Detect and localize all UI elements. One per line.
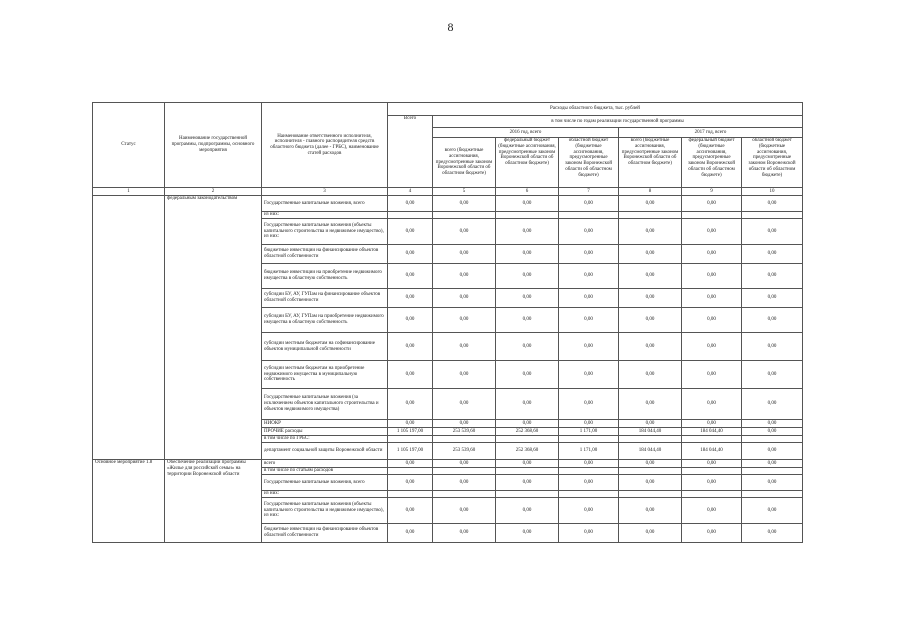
cell-value: 0,00: [742, 219, 803, 245]
cell-value: 0,00: [496, 289, 559, 308]
cell-value: 0,00: [742, 308, 803, 333]
header-col-regional-2017: областной бюджет (бюджетные ассигнования, предусмотренные законом Воронежской области об областном бюджете): [742, 138, 803, 188]
cell-value: 0,00: [682, 389, 742, 420]
cell-value: 0,00: [619, 264, 682, 289]
row-label: в том числе по статьям расходов: [262, 468, 388, 475]
cell-value: 0,00: [742, 361, 803, 389]
cell-value: 0,00: [742, 420, 803, 428]
cell-value: 0,00: [742, 389, 803, 420]
row-label: субсидии БУ, АУ, ГУПам на финансирование объектов областной собственности: [262, 289, 388, 308]
cell-value: 0,00: [559, 333, 619, 361]
cell-value: 0,00: [619, 219, 682, 245]
cell-value: 0,00: [559, 420, 619, 428]
cell-value: 0,00: [559, 475, 619, 491]
cell-value: 0,00: [559, 361, 619, 389]
cell-value: 0,00: [496, 460, 559, 468]
cell-value: 0,00: [433, 460, 496, 468]
cell-value: 0,00: [619, 475, 682, 491]
cell-value: 0,00: [682, 475, 742, 491]
cell-value: 184 044,40: [619, 443, 682, 460]
cell-value: 0,00: [619, 389, 682, 420]
cell-value: 0,00: [433, 264, 496, 289]
cell-value: 184 044,40: [619, 428, 682, 436]
cell-value: 0,00: [433, 219, 496, 245]
row-status: Основное мероприятие 1.8: [93, 460, 165, 543]
cell-value: 0,00: [433, 389, 496, 420]
cell-value: 0,00: [619, 460, 682, 468]
cell-value: 0,00: [682, 196, 742, 212]
cell-value: 0,00: [742, 196, 803, 212]
cell-value: 0,00: [559, 460, 619, 468]
cell-value: 0,00: [388, 389, 433, 420]
cell-value: 0,00: [682, 420, 742, 428]
column-number: 6: [496, 188, 559, 196]
cell-value: 0,00: [496, 524, 559, 543]
cell-value: 252 368,60: [496, 443, 559, 460]
cell-value: 252 368,60: [496, 428, 559, 436]
cell-value: 0,00: [619, 524, 682, 543]
cell-value: 0,00: [433, 361, 496, 389]
cell-value: 0,00: [559, 498, 619, 524]
header-program-name: Наименование государственной программы, подпрограммы, основного мероприятия: [165, 103, 262, 188]
cell-value: 0,00: [682, 264, 742, 289]
row-label: субсидии БУ, АУ, ГУПам на приобретение недвижимого имущества в областную собственность: [262, 308, 388, 333]
column-number: 9: [682, 188, 742, 196]
row-label: Государственные капитальные вложения (объекты капитального строительства и недвижимое имущество), из них:: [262, 219, 388, 245]
page-number: 8: [447, 20, 454, 34]
cell-value: 253 539,60: [433, 443, 496, 460]
header-status: Статус: [93, 103, 165, 188]
row-label: Государственные капитальные вложения, всего: [262, 475, 388, 491]
cell-value: 0,00: [559, 308, 619, 333]
header-col-federal-2016: федеральный бюджет (бюджетные ассигнования, предусмотренные законом Воронежской области об областном бюджете): [496, 138, 559, 188]
cell-value: 0,00: [682, 308, 742, 333]
row-label: субсидии местным бюджетам на софинансирование объектов муниципальной собственности: [262, 333, 388, 361]
row-label: ПРОЧИЕ расходы: [262, 428, 388, 436]
cell-value: 0,00: [388, 475, 433, 491]
cell-value: 0,00: [388, 498, 433, 524]
cell-value: 0,00: [496, 308, 559, 333]
header-by-years: в том числе по годам реализации государственной программы: [433, 116, 803, 128]
cell-value: 0,00: [496, 420, 559, 428]
cell-value: 0,00: [388, 245, 433, 264]
column-number: 2: [165, 188, 262, 196]
row-label: бюджетные инвестиции на финансирование объектов областной собственности: [262, 524, 388, 543]
cell-value: 0,00: [496, 361, 559, 389]
header-col-regional-2016: областной бюджет (бюджетные ассигнования, предусмотренные законом Воронежской области об областном бюджете): [559, 138, 619, 188]
row-label: бюджетные инвестиции на финансирование объектов областной собственности: [262, 245, 388, 264]
cell-value: 0,00: [433, 475, 496, 491]
cell-value: 0,00: [496, 475, 559, 491]
cell-value: 0,00: [619, 289, 682, 308]
header-year-2017: 2017 год, всего: [619, 128, 803, 138]
budget-table: [92, 102, 803, 543]
header-total: Всего: [388, 116, 433, 188]
cell-value: 0,00: [433, 524, 496, 543]
cell-value: 0,00: [682, 245, 742, 264]
cell-value: 0,00: [496, 333, 559, 361]
table-row: [93, 196, 803, 212]
program-label: федеральным законодательством: [165, 196, 262, 460]
column-number: 10: [742, 188, 803, 196]
row-label: Государственные капитальные вложения, всего: [262, 196, 388, 212]
cell-value: 1 171,00: [559, 443, 619, 460]
cell-value: 0,00: [433, 196, 496, 212]
column-number: 1: [93, 188, 165, 196]
cell-value: 0,00: [388, 361, 433, 389]
cell-value: 0,00: [559, 196, 619, 212]
header-col-federal-2017: федеральный бюджет (бюджетные ассигнования, предусмотренные законом Воронежской области об областном бюджете): [682, 138, 742, 188]
column-number: 8: [619, 188, 682, 196]
row-label: в том числе по ГРБС:: [262, 436, 388, 443]
cell-value: 0,00: [559, 289, 619, 308]
column-number: 5: [433, 188, 496, 196]
cell-value: 0,00: [433, 308, 496, 333]
row-label: субсидии местным бюджетам на приобретение недвижимого имущества в муниципальную собственность: [262, 361, 388, 389]
cell-value: 0,00: [619, 196, 682, 212]
cell-value: 0,00: [682, 361, 742, 389]
cell-value: 0,00: [742, 264, 803, 289]
cell-value: 0,00: [682, 460, 742, 468]
cell-value: 0,00: [742, 289, 803, 308]
cell-value: 1 105 197,00: [388, 428, 433, 436]
cell-value: 0,00: [742, 428, 803, 436]
cell-value: 0,00: [388, 264, 433, 289]
cell-value: 0,00: [433, 289, 496, 308]
cell-value: 0,00: [559, 524, 619, 543]
cell-value: 0,00: [742, 443, 803, 460]
cell-value: 0,00: [742, 498, 803, 524]
cell-value: 1 105 197,00: [388, 443, 433, 460]
row-label: всего: [262, 460, 388, 468]
header-expenses-title: Расходы областного бюджета, тыс. рублей: [388, 103, 803, 116]
cell-value: 0,00: [496, 219, 559, 245]
header-year-2016: 2016 год, всего: [433, 128, 619, 138]
column-number: 7: [559, 188, 619, 196]
cell-value: 0,00: [496, 389, 559, 420]
cell-value: 0,00: [433, 420, 496, 428]
cell-value: 0,00: [496, 264, 559, 289]
row-label: из них:: [262, 212, 388, 219]
cell-value: 0,00: [619, 308, 682, 333]
cell-value: 0,00: [682, 219, 742, 245]
table-row: [93, 460, 803, 468]
cell-value: 1 171,00: [559, 428, 619, 436]
column-number: 4: [388, 188, 433, 196]
cell-value: 0,00: [388, 524, 433, 543]
cell-value: 0,00: [559, 389, 619, 420]
cell-value: 0,00: [496, 196, 559, 212]
column-number-row: [93, 188, 803, 196]
row-label: из них:: [262, 491, 388, 498]
cell-value: 0,00: [619, 420, 682, 428]
cell-value: 0,00: [433, 498, 496, 524]
cell-value: 0,00: [682, 333, 742, 361]
column-number: 3: [262, 188, 388, 196]
cell-value: 0,00: [388, 308, 433, 333]
cell-value: 0,00: [388, 460, 433, 468]
cell-value: 184 044,40: [682, 443, 742, 460]
cell-value: 0,00: [388, 219, 433, 245]
cell-value: 0,00: [496, 498, 559, 524]
header-executor-name: Наименование ответственного исполнителя, исполнителя - главного распорядителя средств областного бюджета (далее - ГРБС), наименование статей расходов: [262, 103, 388, 188]
cell-value: 0,00: [742, 460, 803, 468]
cell-value: 0,00: [619, 245, 682, 264]
cell-value: 0,00: [742, 475, 803, 491]
row-label: НИОКР: [262, 420, 388, 428]
row-label: департамент социальной защиты Воронежской области: [262, 443, 388, 460]
cell-value: 0,00: [559, 245, 619, 264]
cell-value: 0,00: [496, 245, 559, 264]
row-label: Государственные капитальные вложения (за исключением объектов капитального строительства и объектов недвижимого имущества): [262, 389, 388, 420]
cell-value: 184 044,40: [682, 428, 742, 436]
cell-value: 0,00: [433, 245, 496, 264]
cell-value: 0,00: [742, 245, 803, 264]
cell-value: 0,00: [388, 420, 433, 428]
cell-value: 0,00: [559, 264, 619, 289]
cell-value: 0,00: [388, 333, 433, 361]
cell-value: 0,00: [682, 524, 742, 543]
cell-value: 0,00: [559, 219, 619, 245]
cell-value: 0,00: [619, 333, 682, 361]
cell-value: 0,00: [433, 333, 496, 361]
cell-value: 0,00: [742, 333, 803, 361]
cell-value: 0,00: [682, 498, 742, 524]
header-col-all-2017: всего (бюджетные ассигнования, предусмотренные законом Воронежской области об областном бюджете): [619, 138, 682, 188]
cell-value: 0,00: [388, 289, 433, 308]
cell-value: 253 539,60: [433, 428, 496, 436]
cell-value: 0,00: [742, 524, 803, 543]
row-label: Государственные капитальные вложения (объекты капитального строительства и недвижимое имущество), из них:: [262, 498, 388, 524]
cell-value: 0,00: [619, 361, 682, 389]
cell-value: 0,00: [682, 289, 742, 308]
header-col-all-2016: всего (бюджетные ассигнования, предусмотренные законом Воронежской области об областном бюджете): [433, 138, 496, 188]
row-label: бюджетные инвестиции на приобретение недвижимого имущества в областную собственность: [262, 264, 388, 289]
cell-value: 0,00: [388, 196, 433, 212]
program-label: Обеспечение реализации программы «Жилье для российской семьи» на территории Воронежской области: [165, 460, 262, 543]
cell-value: 0,00: [619, 498, 682, 524]
